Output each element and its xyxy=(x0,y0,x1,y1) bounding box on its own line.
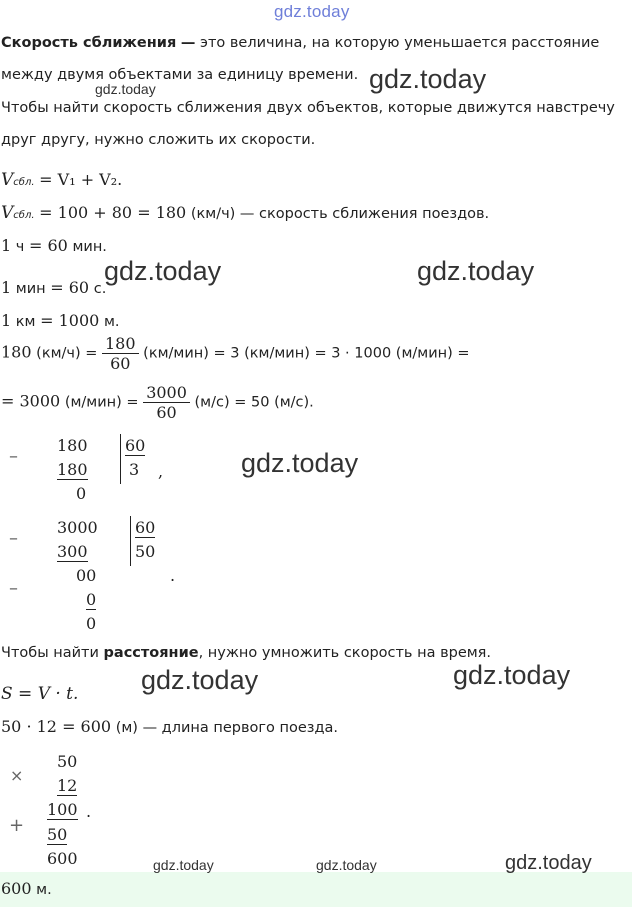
minute-num: 1 xyxy=(1,278,12,297)
answer-box xyxy=(0,872,632,907)
closing-speed-formula xyxy=(1,170,122,190)
watermark: gdz.today xyxy=(153,857,214,873)
formula-v: V xyxy=(1,170,14,190)
distance-rule-post: , нужно умножить скорость на время. xyxy=(198,645,492,661)
formula-rhs: = V₁ + V₂. xyxy=(39,170,123,189)
watermark: gdz.today xyxy=(505,852,592,874)
div2-dividend: 3000 xyxy=(57,518,98,537)
hour-eq: = 60 xyxy=(28,236,68,255)
div2-minus-1: – xyxy=(9,528,18,549)
hour-conversion xyxy=(1,236,107,255)
watermark: gdz.today xyxy=(241,448,359,478)
div2-subtrahend-2: 0 xyxy=(86,590,97,609)
c2-frac-den: 60 xyxy=(156,403,177,422)
mult-result: 600 xyxy=(47,849,78,868)
speed-conversion-line-2 xyxy=(1,383,314,422)
speed-conversion-line-1 xyxy=(1,334,470,373)
hour-unit: ч xyxy=(15,239,25,255)
watermark: gdz.today xyxy=(95,81,156,97)
definition-term: Скорость сближения xyxy=(1,35,177,51)
answer xyxy=(1,879,52,898)
answer-num: 600 xyxy=(1,879,32,898)
km-num: 1 xyxy=(1,311,12,330)
c1-fraction xyxy=(102,334,139,373)
c1-d-unit: (м/мин) = xyxy=(395,345,470,362)
calc-unit: (км/ч) — скорость сближения поездов. xyxy=(190,206,490,222)
c2-a-unit: (м/мин) = xyxy=(64,394,139,411)
definition-line-1 xyxy=(1,35,599,51)
definition-dash: — xyxy=(180,35,196,51)
rule-line-2: друг другу, нужно сложить их скорости. xyxy=(1,132,316,148)
hour-unit2: мин. xyxy=(72,239,107,255)
calc-sub: сбл. xyxy=(13,210,35,221)
c1-frac-num: 180 xyxy=(102,334,139,354)
div2-subtrahend-1: 300 xyxy=(57,542,88,561)
watermark: gdz.today xyxy=(417,256,535,286)
hour-num: 1 xyxy=(1,236,12,255)
mult-partial-2: 50 xyxy=(47,825,68,844)
distance-formula: S = V · t. xyxy=(1,684,79,704)
km-unit2: м. xyxy=(103,314,120,330)
div1-divisor: 60 xyxy=(125,436,146,455)
answer-unit: м. xyxy=(36,882,52,898)
div2-quotient: 50 xyxy=(135,542,156,561)
c1-frac-den: 60 xyxy=(110,354,131,373)
div1-comma: , xyxy=(158,462,164,481)
closing-speed-calc xyxy=(1,203,489,223)
div1-quotient: 3 xyxy=(129,460,140,479)
div1-bar xyxy=(120,434,121,484)
c1-a-unit: (км/ч) = xyxy=(36,345,98,362)
div2-bar xyxy=(130,516,131,566)
train-length-unit: (м) — длина первого поезда. xyxy=(115,720,338,736)
c1-c-unit: (км/мин) = 3 · 1000 xyxy=(244,345,392,362)
mult-b: 12 xyxy=(57,776,78,795)
km-eq: = 1000 xyxy=(40,311,100,330)
mult-times: × xyxy=(10,766,24,785)
km-unit: км xyxy=(15,314,36,330)
div1-subtrahend: 180 xyxy=(57,460,88,479)
definition-line-2: между двумя объектами за единицу времени. xyxy=(1,67,359,83)
div2-dot: . xyxy=(170,566,176,585)
div1-minus: – xyxy=(9,446,18,467)
c2-frac-num: 3000 xyxy=(143,383,190,403)
distance-rule-term: расстояние xyxy=(103,645,199,661)
formula-sub: сбл. xyxy=(13,177,35,188)
minute-eq: = 60 xyxy=(50,278,90,297)
div1-remainder: 0 xyxy=(76,484,87,503)
c2-a: = 3000 xyxy=(1,391,61,411)
train-length-calc xyxy=(1,717,338,736)
div1-dividend: 180 xyxy=(57,436,88,455)
watermark: gdz.today xyxy=(316,857,377,873)
watermark: gdz.today xyxy=(141,665,259,695)
c2-c-unit: (м/с). xyxy=(274,394,314,411)
minute-unit: мин xyxy=(15,281,46,297)
minute-conversion xyxy=(1,278,106,297)
definition-text: это величина, на которую уменьшается расстояние xyxy=(199,35,600,51)
mult-partial-1: 100 xyxy=(47,800,78,819)
watermark: gdz.today xyxy=(369,64,487,94)
c2-b-unit: (м/с) = 50 xyxy=(194,394,270,411)
distance-rule xyxy=(1,645,491,661)
calc-v: V xyxy=(1,203,14,223)
div2-divisor: 60 xyxy=(135,518,156,537)
c1-a: 180 xyxy=(1,342,32,362)
c1-b-unit: (км/мин) = 3 xyxy=(143,345,240,362)
rule-line-1: Чтобы найти скорость сближения двух объектов, которые движутся навстречу xyxy=(1,100,615,116)
km-conversion xyxy=(1,311,120,330)
train-length-expr: 50 · 12 = 600 xyxy=(1,717,112,736)
watermark: gdz.today xyxy=(104,256,222,286)
watermark: gdz.today xyxy=(453,660,571,690)
mult-dot: . xyxy=(86,802,92,821)
div2-step: 00 xyxy=(76,566,97,585)
c2-fraction xyxy=(143,383,190,422)
site-logo[interactable]: gdz.today xyxy=(274,2,350,21)
div2-remainder: 0 xyxy=(86,614,97,633)
distance-rule-pre: Чтобы найти xyxy=(1,645,99,661)
minute-unit2: с. xyxy=(93,281,107,297)
mult-a: 50 xyxy=(57,752,78,771)
calc-expr: = 100 + 80 = 180 xyxy=(39,203,187,222)
div2-minus-2: – xyxy=(9,578,18,599)
mult-plus: + xyxy=(9,815,25,836)
